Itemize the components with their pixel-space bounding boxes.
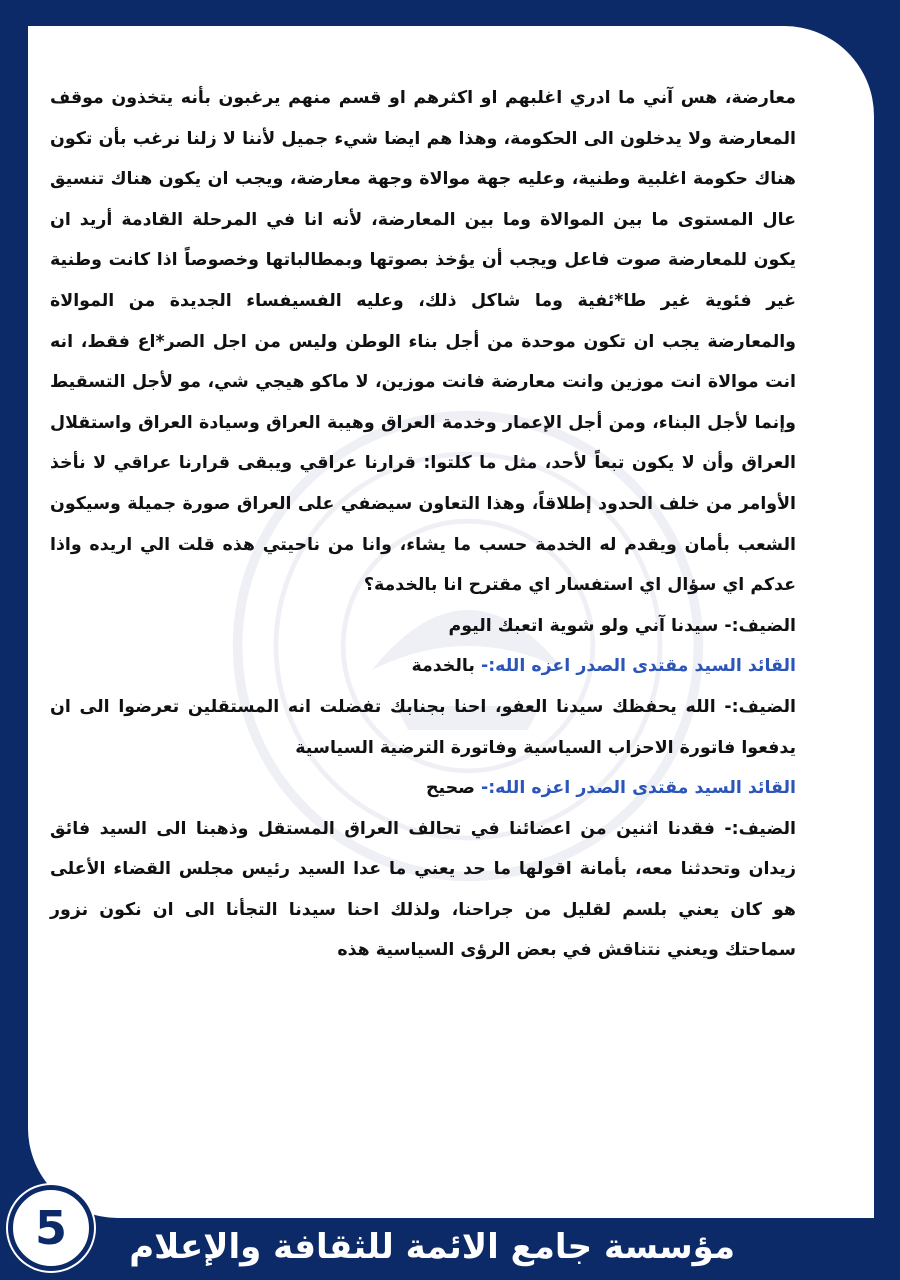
dialogue-text: صحيح — [425, 778, 481, 799]
dialogue-line-leader — [50, 646, 796, 687]
speaker-label-guest: الضيف:- — [724, 615, 796, 636]
document-body — [50, 78, 796, 971]
speaker-label-guest: الضيف:- — [724, 696, 796, 717]
speaker-label-guest: الضيف:- — [724, 818, 796, 839]
footer-institution-name: مؤسسة جامع الائمة للثقافة والإعلام — [129, 1227, 735, 1267]
dialogue-line-leader — [50, 768, 796, 809]
dialogue-line-guest — [50, 687, 796, 768]
dialogue-line-guest — [50, 606, 796, 647]
dialogue-text: فقدنا اثنين من اعضائنا في تحالف العراق المستقل وذهبنا الى السيد فائق زيدان وتحدثنا معه، بأمانة اقولها ما حد يعني ما عدا السيد رئيس مجلس القضاء الأعلى هو كان يعني بلسم لقليل من جراحنا، ولذلك احنا سيدنا التجأنا الى ان نكون نزور سماحتك ويعني نتناقش في بعض الرؤى السياسية هذه — [50, 818, 796, 961]
paragraph-text: معارضة، هس آني ما ادري اغلبهم او اكثرهم او قسم منهم يرغبون بأنه يتخذون موقف المعارضة ولا يدخلون الى الحكومة، وهذا هم ايضا شيء جميل لأننا لا زلنا نرغب بأن تكون هناك حكومة اغلبية وطنية، وعليه جهة موالاة وجهة معارضة، ويجب ان يكون هناك تنسيق عال المستوى ما بين الموالاة وما بين المعارضة، لأنه انا في المرحلة القادمة أريد ان يكون للمعارضة صوت فاعل ويجب أن يؤخذ بصوتها وبمطالباتها وخصوصاً اذا كانت وطنية غير فئوية غير طا*ئفية وما شاكل ذلك، وعليه الفسيفساء الجديدة من الموالاة والمعارضة يجب ان تكون موحدة من أجل بناء الوطن وليس من اجل الصر*اع فقط، انه انت موالاة انت موزين وانت معارضة فانت موزين، لا ماكو هيجي شي، مو لأجل التسقيط وإنما لأجل البناء، ومن أجل الإعمار وخدمة العراق وهيبة العراق وسيادة العراق واستقلال العراق وأن لا يكون تبعاً لأحد، مثل ما كلتوا: قرارنا عراقي ويبقى قرارنا عراقي لا نأخذ الأوامر من خلف الحدود إطلاقاً، وهذا التعاون سيضفي على العراق صورة جميلة وسيكون الشعب بأمان ويقدم له الخدمة حسب ما يشاء، وانا من ناحيتي هذه قلت الي اريده واذا عدكم اي سؤال اي استفسار اي مقترح انا بالخدمة؟ — [50, 88, 796, 596]
dialogue-text: الله يحفظك سيدنا العفو، احنا بجنابك تفضلت انه المستقلين تعرضوا الى ان يدفعوا فاتورة الاحزاب السياسية وفاتورة الترضية السياسية — [50, 696, 796, 758]
dialogue-text: سيدنا آني ولو شوية اتعبك اليوم — [448, 615, 725, 636]
paragraph-intro — [50, 78, 796, 606]
dialogue-line-guest — [50, 809, 796, 971]
page-number-badge: 5 — [8, 1185, 94, 1271]
speaker-label-leader: القائد السيد مقتدى الصدر اعزه الله:- — [480, 656, 796, 677]
speaker-label-leader: القائد السيد مقتدى الصدر اعزه الله:- — [480, 778, 796, 799]
dialogue-text: بالخدمة — [411, 656, 481, 677]
